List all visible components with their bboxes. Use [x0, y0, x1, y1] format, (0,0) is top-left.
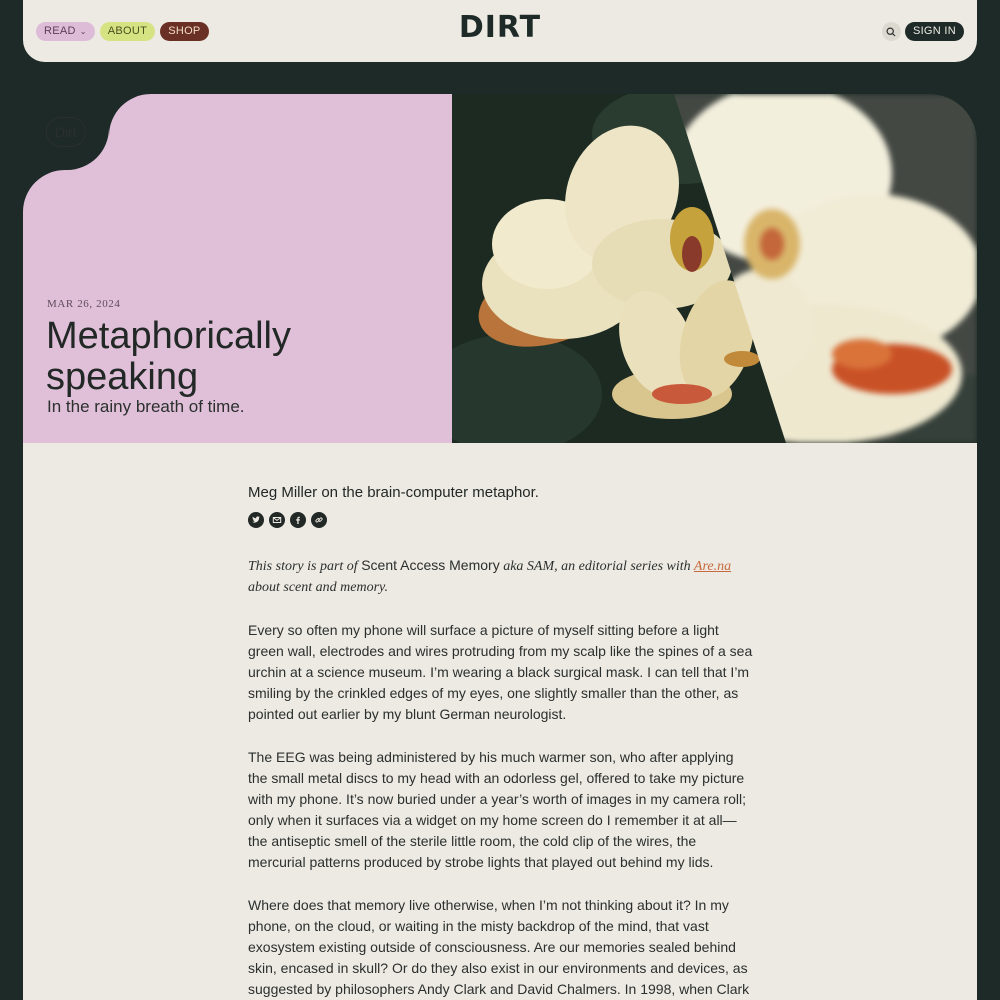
nav-about[interactable]: ABOUT — [100, 22, 155, 41]
hero-panel — [23, 94, 453, 443]
share-email-button[interactable] — [269, 512, 285, 528]
series-note-mid: aka SAM, an editorial series with — [499, 559, 694, 574]
hero-image-magnolia — [452, 94, 977, 443]
hero — [23, 94, 977, 443]
series-note-pre: This story is part of — [248, 559, 362, 574]
article-byline: Meg Miller on the brain-computer metaphor. — [248, 484, 539, 501]
share-bar — [248, 512, 754, 528]
search-icon — [886, 27, 896, 37]
nav-read[interactable] — [36, 22, 95, 41]
arena-link[interactable]: Are.na — [693, 559, 732, 574]
search-button[interactable] — [882, 22, 901, 41]
chevron-down-icon: ⌄ — [79, 26, 87, 36]
nav-shop[interactable]: SHOP — [160, 22, 208, 41]
article-paragraph: Every so often my phone will surface a picture of myself sitting before a light green wall, electrodes and wires protruding from my scalp like the spines of a sea urchin at a science museum. I’m wearing a black surgical mask. I can tell that I’m smiling by the crinkled edges of my eyes, one slightly smaller than the other, as pointed out earlier by my blunt German neurologist. — [248, 622, 753, 722]
link-icon — [314, 515, 324, 525]
main-nav — [36, 22, 209, 41]
series-note-post: about scent and memory. — [248, 580, 388, 595]
share-twitter-button[interactable] — [248, 512, 264, 528]
twitter-icon — [251, 515, 261, 525]
share-facebook-button[interactable] — [290, 512, 306, 528]
site-logo[interactable]: DIRT — [458, 10, 542, 45]
header-actions — [882, 22, 964, 41]
publish-date: MAR 26, 2024 — [47, 298, 121, 310]
series-name: Scent Access Memory — [361, 557, 500, 573]
facebook-icon — [293, 515, 303, 525]
sign-in-button[interactable]: SIGN IN — [905, 22, 964, 41]
article-subtitle: In the rainy breath of time. — [47, 397, 245, 416]
article-paragraph: Where does that memory live otherwise, when I’m not thinking about it? In my phone, on the cloud, or waiting in the misty backdrop of the mind, that vast exosystem existing outside of consciousness. Are our memories sealed behind skin, encased in skull? Or do they also exist in our environments and devices, as suggested by philosophers Andy Clark and David Chalmers. In 1998, when Clark — [248, 897, 750, 997]
category-tag[interactable]: Dirt — [46, 117, 86, 147]
article-body — [248, 482, 754, 1000]
article-paragraph: The EEG was being administered by his much warmer son, who after applying the small metal discs to my head with an odorless gel, offered to take my picture with my phone. It’s now buried under a year’s worth of images in my camera roll; only when it surfaces via a widget on my home screen do I remember it at all—the antiseptic smell of the sterile little room, the cold clip of the wires, the mercurial patterns produced by strobe lights that played out behind my lids. — [248, 749, 747, 870]
share-link-button[interactable] — [311, 512, 327, 528]
email-icon — [272, 515, 282, 525]
article-title: Metaphorically speaking — [46, 315, 291, 398]
series-note — [248, 555, 754, 598]
nav-read-label: READ — [44, 25, 76, 37]
site-header — [23, 0, 977, 62]
